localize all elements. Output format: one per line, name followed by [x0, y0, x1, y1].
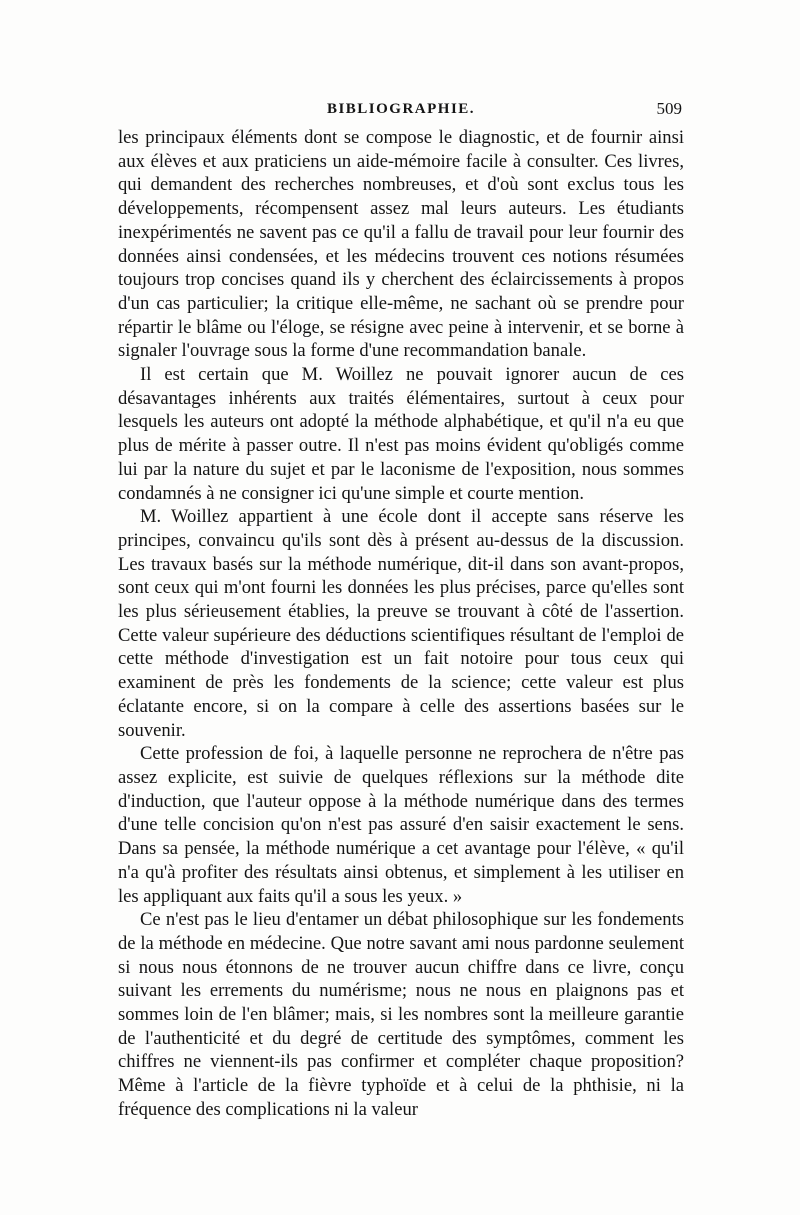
page-number: 509: [656, 99, 682, 118]
paragraph: Cette profession de foi, à laquelle personne ne reprochera de n'être pas assez explicite, est suivie de quelques réflexions sur la méthode dite d'induction, que l'auteur oppose à la méthode numérique dans des termes d'une telle concision qu'on n'est pas assuré d'en saisir exactement le sens. Dans sa pensée, la méthode numérique a cet avantage pour l'élève, « qu'il n'a qu'à profiter des résultats ainsi obtenus, et simplement à les utiliser en les appliquant aux faits qu'il a sous les yeux. »: [118, 743, 684, 907]
paragraph: Il est certain que M. Woillez ne pouvait ignorer aucun de ces désavantages inhérents aux traités élémentaires, surtout à ceux pour lesquels les auteurs ont adopté la méthode alphabétique, et qu'il n'a eu que plus de mérite à passer outre. Il n'est pas moins évident qu'obligés comme lui par la nature du sujet et par le laconisme de l'exposition, nous sommes condamnés à ne consigner ici qu'une simple et courte mention.: [118, 364, 684, 504]
paragraph: M. Woillez appartient à une école dont il accepte sans réserve les principes, convaincu qu'ils sont dès à présent au-dessus de la discussion. Les travaux basés sur la méthode numérique, dit-il dans son avant-propos, sont ceux qui m'ont fourni les données les plus précises, parce qu'elles sont les plus sérieusement établies, la preuve se trouvant à côté de l'assertion. Cette valeur supérieure des déductions scientifiques résultant de l'emploi de cette méthode d'investigation est un fait notoire pour tous ceux qui examinent de près les fondements de la science; cette valeur est plus éclatante encore, si on la compare à celle des assertions basées sur le souvenir.: [118, 506, 684, 741]
body-text: [118, 126, 684, 1122]
paragraph: Ce n'est pas le lieu d'entamer un débat philosophique sur les fondements de la méthode en médecine. Que notre savant ami nous pardonne seulement si nous nous étonnons de ne trouver aucun chiffre dans ce livre, conçu suivant les errements du numérisme; nous ne nous en plaignons pas et sommes loin de l'en blâmer; mais, si les nombres sont la meilleure garantie de l'authenticité et du degré de certitude des symptômes, comment les chiffres ne viennent-ils pas confirmer et compléter chaque proposition? Même à l'article de la fièvre typhoïde et à celui de la phthisie, ni la fréquence des complications ni la valeur: [118, 909, 684, 1120]
paragraph-continued: les principaux éléments dont se compose le diagnostic, et de fournir ainsi aux élèves et aux praticiens un aide-mémoire facile à consulter. Ces livres, qui demandent des recherches nombreuses, et d'où sont exclus tous les développements, récompensent assez mal leurs auteurs. Les étudiants inexpérimentés ne savent pas ce qu'il a fallu de travail pour leur fournir des données ainsi condensées, et les médecins trouvent ces notions résumées toujours trop concises quand ils y cherchent des éclaircissements à propos d'un cas particulier; la critique elle-même, ne sachant où se prendre pour répartir le blâme ou l'éloge, se résigne avec peine à intervenir, et se borne à signaler l'ouvrage sous la forme d'une recommandation banale.: [118, 127, 684, 362]
running-head: [118, 96, 684, 122]
running-title: BIBLIOGRAPHIE.: [326, 101, 476, 117]
